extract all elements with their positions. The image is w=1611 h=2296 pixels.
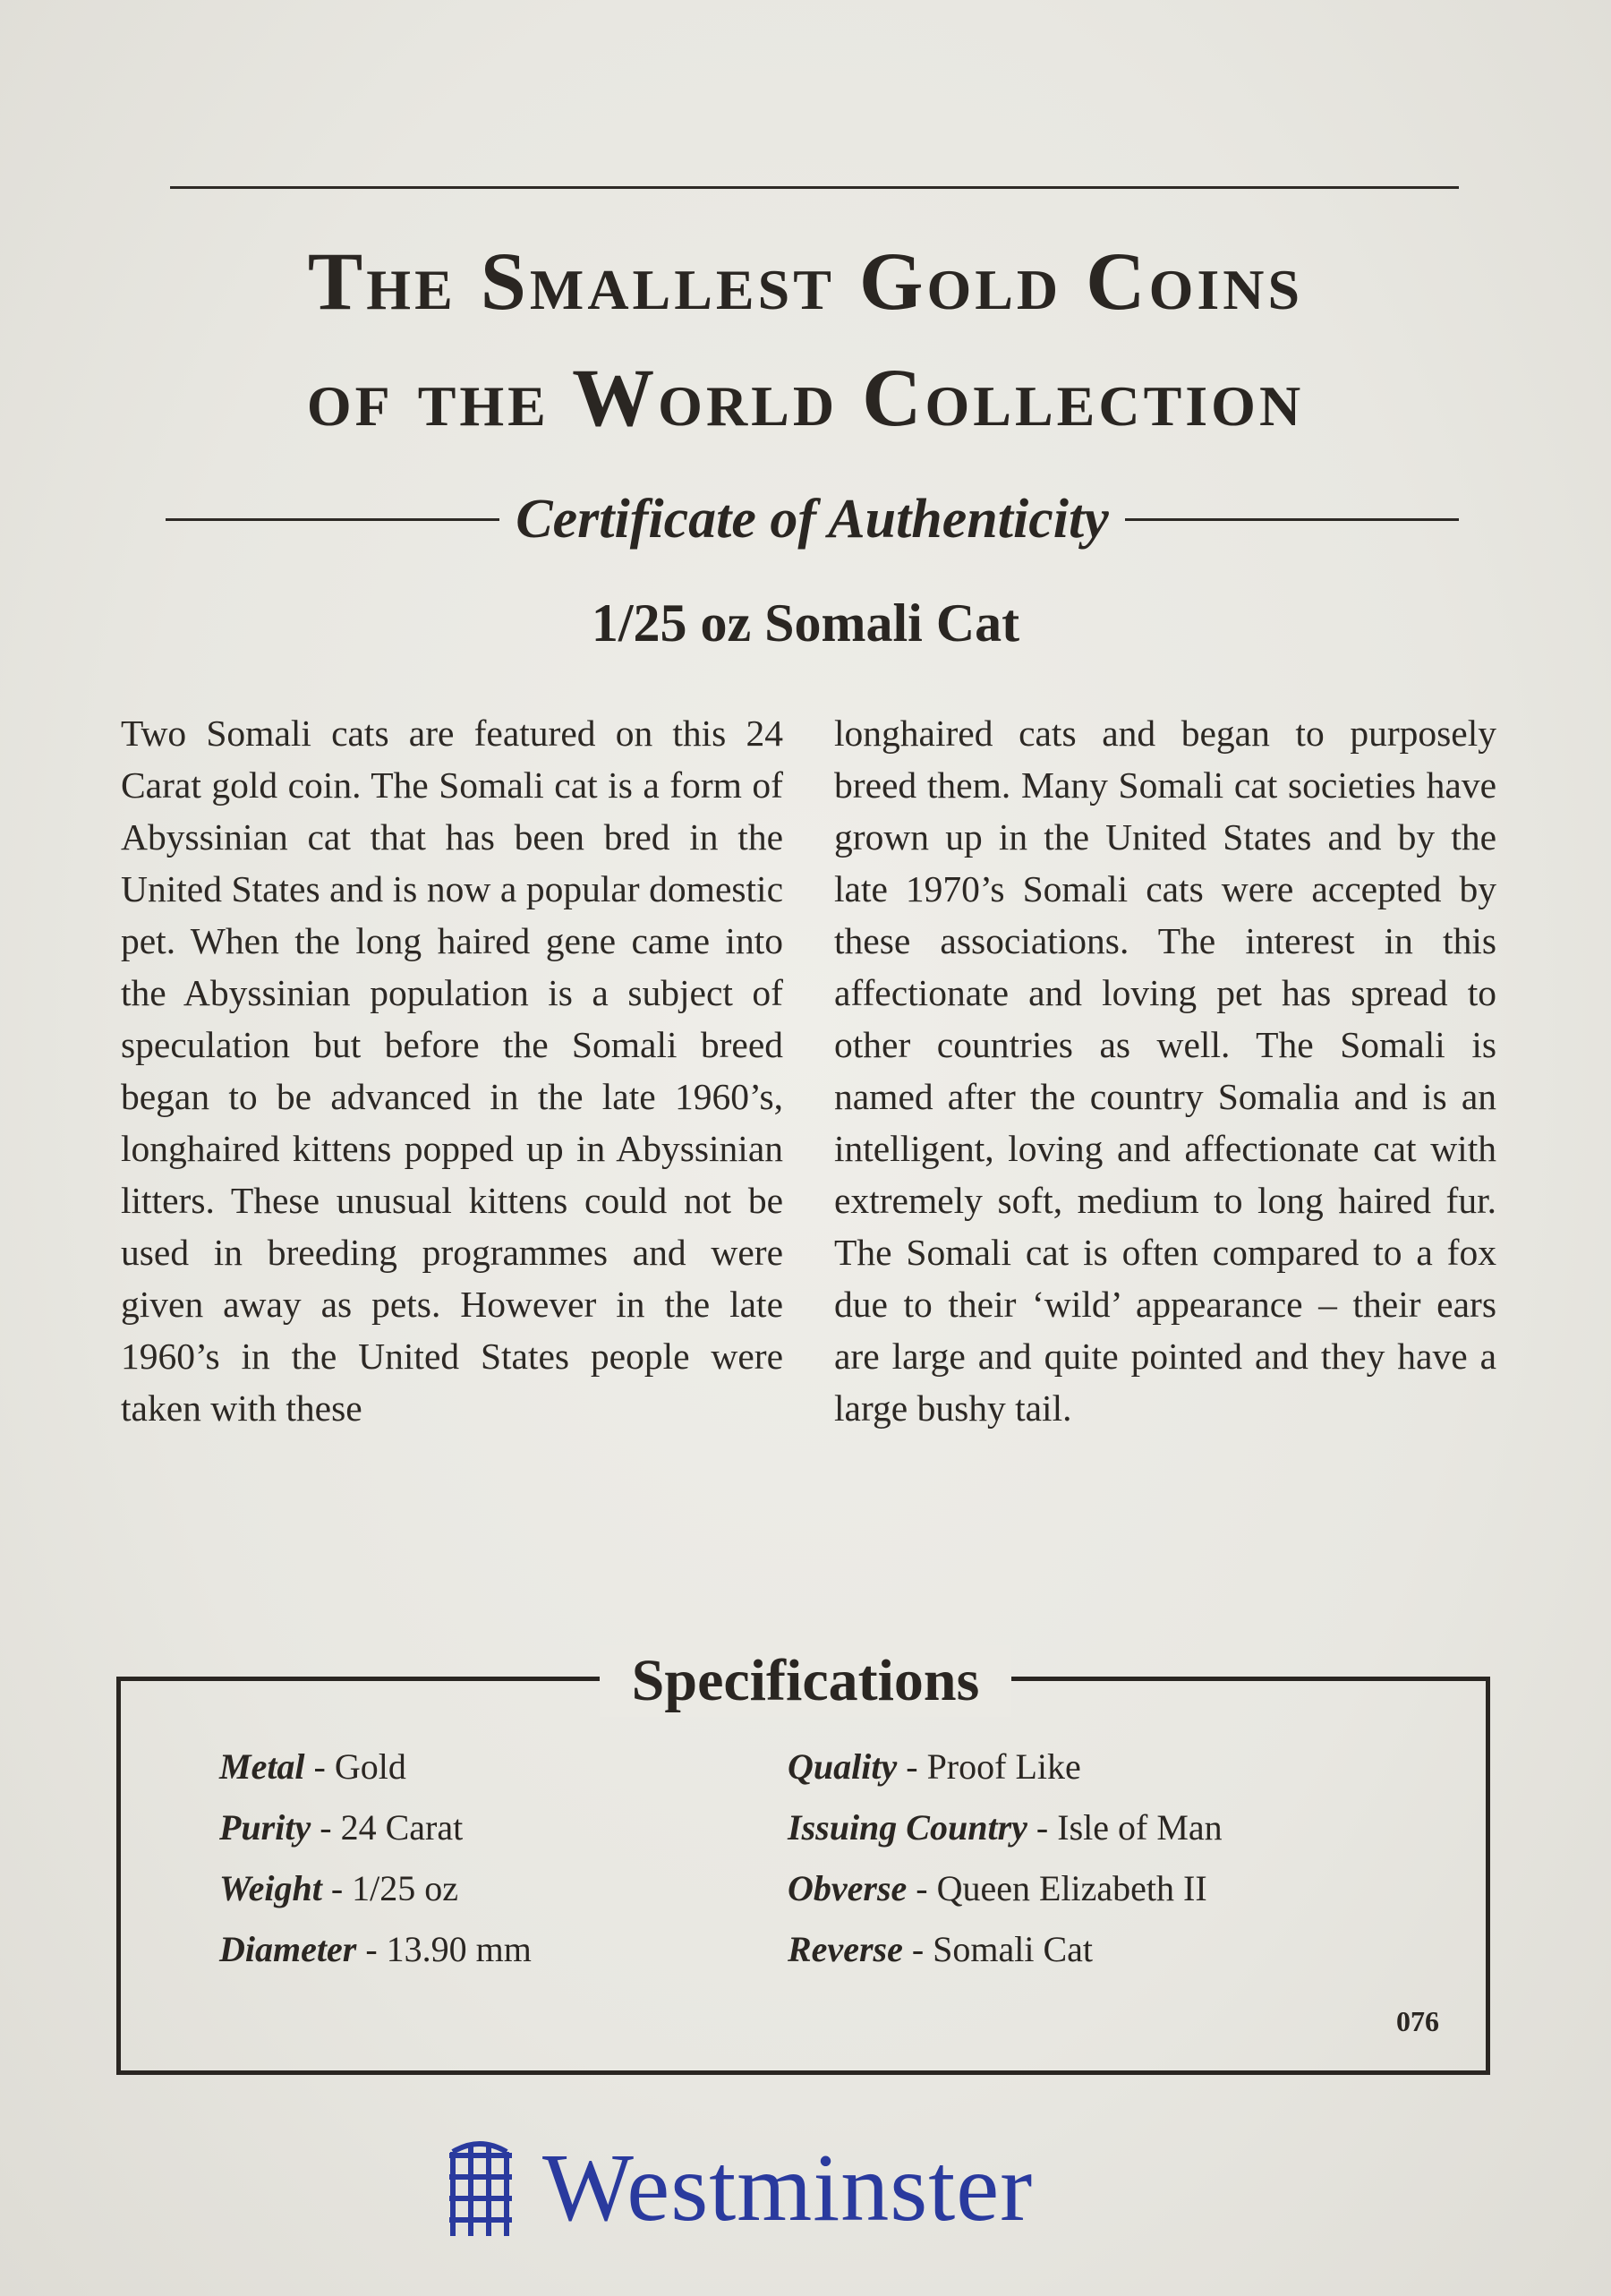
spec-separator: -	[356, 1929, 387, 1969]
spec-separator: -	[304, 1746, 335, 1787]
spec-separator: -	[321, 1868, 353, 1908]
spec-key: Reverse	[788, 1929, 903, 1969]
spec-value: Queen Elizabeth II	[936, 1868, 1207, 1908]
spec-list-right	[788, 1737, 1223, 1980]
spec-value: Gold	[334, 1746, 406, 1787]
spec-key: Issuing Country	[788, 1807, 1027, 1848]
brand-name: Westminster	[542, 2135, 1034, 2241]
spec-value: Somali Cat	[933, 1929, 1094, 1969]
spec-value: 24 Carat	[340, 1807, 464, 1848]
spec-weight	[219, 1858, 532, 1919]
certificate-rule-right	[1125, 518, 1459, 521]
spec-separator: -	[311, 1807, 341, 1848]
spec-list-left	[219, 1737, 532, 1980]
spec-separator: -	[1027, 1807, 1058, 1848]
spec-value: 1/25 oz	[352, 1868, 459, 1908]
spec-purity	[219, 1797, 532, 1858]
spec-key: Diameter	[219, 1929, 357, 1969]
spec-reverse	[788, 1919, 1223, 1980]
spec-metal	[219, 1737, 532, 1797]
spec-diameter	[219, 1919, 532, 1980]
specifications-heading-wrap	[0, 1645, 1611, 1717]
title-line-2: of the World Collection	[306, 352, 1305, 443]
spec-key: Metal	[219, 1746, 305, 1787]
westminster-logo	[448, 2126, 1033, 2251]
title-line-1: The Smallest Gold Coins	[307, 235, 1304, 327]
certificate-number: 076	[1396, 2005, 1439, 2037]
spec-quality	[788, 1737, 1223, 1797]
spec-key: Obverse	[788, 1868, 908, 1908]
spec-key: Quality	[788, 1746, 898, 1787]
certificate-rule-left	[166, 518, 499, 521]
spec-key: Weight	[219, 1868, 322, 1908]
body-text-right: longhaired cats and began to purposely breed them. Many Somali cat societies have grown up in the United States and by the late 1970’s Somali cats were accepted by these associations. The interest in this affectionate and loving pet has spread to other countries as well. The Somali is named after the country Somalia and is an intelligent, loving and affectionate cat with extremely soft, medium to long haired fur. The Somali cat is often compared to a fox due to their ‘wild’ appearance – their ears are large and quite pointed and they have a large bushy tail.	[834, 713, 1496, 1429]
certificate-heading: Certificate of Authenticity	[516, 488, 1109, 550]
specifications-heading: Specifications	[600, 1645, 1012, 1717]
body-text-left: Two Somali cats are featured on this 24 Carat gold coin. The Somali cat is a form of Abyssinian cat that has been bred in the United States and is now a popular domestic pet. When the long haired gene came into the Abyssinian population is a subject of speculation but before the Somali breed began to be advanced in the late 1960’s, longhaired kittens popped up in Abyssinian litters. These unusual kittens could not be used in breeding programmes and were given away as pets. However in the late 1960’s in the United States people were taken with these	[121, 713, 783, 1429]
spec-obverse	[788, 1858, 1223, 1919]
spec-separator: -	[902, 1929, 933, 1969]
spec-issuing-country	[788, 1797, 1223, 1858]
certificate-heading-row	[166, 488, 1459, 551]
spec-value: 13.90 mm	[386, 1929, 532, 1969]
body-column-right	[834, 707, 1496, 1434]
body-column-left	[121, 707, 783, 1434]
spec-value: Proof Like	[926, 1746, 1081, 1787]
top-rule	[170, 186, 1459, 189]
spec-key: Purity	[219, 1807, 311, 1848]
coin-subtitle: 1/25 oz Somali Cat	[591, 593, 1020, 653]
spec-separator: -	[907, 1868, 937, 1908]
spec-value: Isle of Man	[1057, 1807, 1223, 1848]
westminster-portcullis-icon	[448, 2136, 517, 2241]
spec-separator: -	[897, 1746, 927, 1787]
